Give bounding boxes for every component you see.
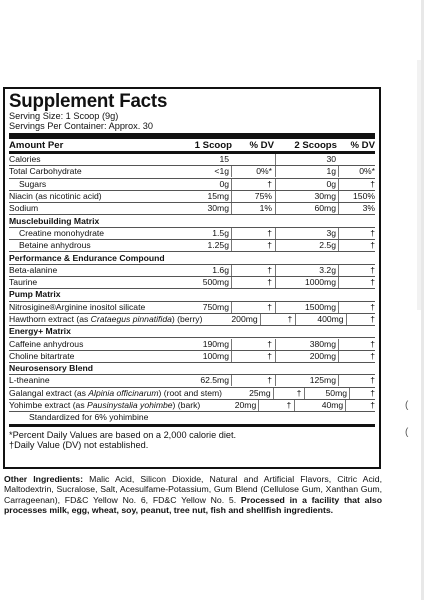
table-row (9, 277, 375, 289)
section-header (9, 326, 375, 338)
page-edge-shadow (417, 60, 421, 310)
table-row (9, 265, 375, 277)
row-value-c4: † (338, 277, 375, 288)
row-name: Total Carbohydrate (9, 166, 82, 177)
row-value-c2: 0%* (231, 166, 275, 177)
row-name: Caffeine anhydrous (9, 338, 84, 349)
section-header (9, 252, 375, 264)
section-title: Neurosensory Blend (9, 363, 94, 374)
row-name: Niacin (as nicotinic acid) (9, 191, 102, 202)
section-header (9, 215, 375, 227)
table-row (9, 375, 375, 387)
row-value-c1: 100mg (202, 350, 229, 361)
row-value-c2: † (273, 388, 305, 399)
row-value-c3: 60mg (275, 203, 338, 214)
row-value-c3: 1g (275, 166, 338, 177)
row-value-c3: 3g (275, 228, 338, 239)
section-header (9, 289, 375, 301)
row-value-c2: † (260, 314, 296, 325)
row-value-c4: † (338, 179, 375, 190)
row-value-c3: 2.5g (275, 240, 338, 251)
row-value-c2: † (231, 265, 275, 276)
header-amount: Amount Per (9, 139, 64, 151)
row-value-c3: 50mg (304, 388, 349, 399)
row-value-c4: † (346, 314, 375, 325)
row-value-c3: 0g (275, 179, 338, 190)
row-value-c3: 30 (275, 154, 338, 165)
row-value-c1: 1.6g (212, 264, 229, 275)
row-value-c1: 190mg (202, 338, 229, 349)
table-row (9, 302, 375, 314)
row-name: Betaine anhydrous (19, 240, 91, 251)
header-dv-2: % DV (350, 139, 375, 151)
row-value-c3: 1000mg (275, 277, 338, 288)
other-ingredients-label: Other Ingredients: (4, 474, 83, 484)
row-value-c4: 150% (338, 191, 375, 202)
row-value-c2: † (231, 375, 275, 386)
row-value-c2: † (231, 228, 275, 239)
row-value-c1: 62.5mg (200, 375, 229, 386)
table-row (9, 166, 375, 178)
servings-per-container: Servings Per Container: Approx. 30 (9, 121, 154, 131)
row-name: L-theanine (9, 375, 50, 386)
row-value-c1: 1.5g (212, 227, 229, 238)
footnote-percent-dv: *Percent Daily Values are based on a 2,000 calorie diet. (9, 429, 237, 440)
header-1-scoop: 1 Scoop (194, 139, 232, 151)
edge-mark-2: ( (405, 427, 409, 438)
row-value-c1: 0g (219, 178, 229, 189)
row-value-c4: † (338, 228, 375, 239)
row-value-c1: 750mg (202, 301, 229, 312)
table-row (9, 191, 375, 203)
row-value-c3: 400mg (295, 314, 345, 325)
row-value-c1: 20mg (234, 400, 257, 411)
footer-divider (9, 424, 375, 427)
row-value-c4: † (338, 240, 375, 251)
row-value-c1: <1g (214, 166, 229, 177)
row-value-c1: 200mg (231, 314, 258, 324)
row-value-c3: 200mg (275, 351, 338, 362)
header-2-scoops: 2 Scoops (294, 139, 337, 151)
row-value-c1: 15mg (207, 191, 229, 202)
serving-size: Serving Size: 1 Scoop (9g) (9, 111, 119, 121)
row-value-c4: † (338, 302, 375, 313)
row-value-c4: † (338, 339, 375, 350)
row-name: Yohimbe extract (as Pausinystalia yohimbe) (bark) (9, 400, 201, 411)
table-row (9, 338, 375, 350)
table-row (9, 154, 375, 166)
row-value-c3: 40mg (294, 400, 345, 411)
row-name: Choline bitartrate (9, 350, 75, 361)
row-value-c2: † (231, 339, 275, 350)
row-value-c2: 75% (231, 191, 275, 202)
table-row (9, 203, 375, 215)
row-name: Sugars (19, 178, 47, 189)
section-title: Energy+ Matrix (9, 326, 71, 337)
table-row (9, 400, 375, 412)
row-value-c4: 0%* (338, 166, 375, 177)
row-name: Taurine (9, 277, 38, 288)
section-header (9, 363, 375, 375)
row-name: Calories (9, 154, 41, 165)
row-value-c4: † (338, 265, 375, 276)
row-value-c4: 3% (338, 203, 375, 214)
row-value-c2: † (231, 302, 275, 313)
row-value-c1: 25mg (249, 387, 271, 398)
edge-mark-1: ( (405, 400, 409, 411)
row-value-c4: † (345, 400, 375, 411)
row-value-c1: 500mg (202, 277, 229, 288)
row-value-c1: 15 (219, 154, 229, 165)
row-name: Hawthorn extract (as Crataegus pinnatifida) (berry) (9, 314, 203, 324)
row-value-c2: † (231, 351, 275, 362)
panel-title: Supplement Facts (9, 90, 168, 112)
row-value-c3: 3.2g (275, 265, 338, 276)
supplement-facts-panel (3, 87, 381, 469)
row-value-c2: † (258, 400, 294, 411)
nutrient-rows (9, 154, 375, 424)
row-value-c2: † (231, 179, 275, 190)
row-note: Standardized for 6% yohimbine (29, 412, 149, 423)
table-row (9, 351, 375, 363)
header-dv-1: % DV (249, 139, 274, 151)
row-value-c3: 380mg (275, 339, 338, 350)
row-name: Beta-alanine (9, 264, 58, 275)
row-value-c4: † (349, 388, 375, 399)
table-header (9, 139, 375, 151)
row-value-c3: 125mg (275, 375, 338, 386)
allergen-statement: Processed in a facility that also processes milk, egg, wheat, soy, peanut, tree nut, fish and shellfish ingredients. (4, 494, 382, 516)
footnote-dv-not-established: †Daily Value (DV) not established. (9, 440, 149, 451)
row-value-c2: † (231, 240, 275, 251)
table-row (9, 314, 375, 326)
table-row (9, 179, 375, 191)
row-value-c4: † (338, 375, 375, 386)
section-title: Musclebuilding Matrix (9, 215, 100, 226)
row-name: Nitrosigine®Arginine inositol silicate (9, 301, 146, 312)
row-value-c4: † (338, 351, 375, 362)
other-ingredients-text: Malic Acid, Silicon Dioxide, Natural and Artificial Flavors, Citric Acid, Maltodextrin, Sucralose, Salt, Acesulfame-Potassium, Gum Blend (Cellulose Gum, Xanthan Gum, Carrageenan), FD&C Yellow No. 6, FD&C Yellow No. 5. (4, 474, 382, 505)
row-value-c1: 1.25g (207, 240, 229, 251)
section-title: Performance & Endurance Compound (9, 252, 165, 263)
row-value-c1: 30mg (207, 203, 229, 214)
row-name: Creatine monohydrate (19, 227, 105, 238)
table-row (9, 240, 375, 252)
row-name: Sodium (9, 203, 39, 214)
table-row-note (9, 412, 375, 423)
row-value-c2: † (231, 277, 275, 288)
table-row (9, 228, 375, 240)
section-title: Pump Matrix (9, 289, 61, 300)
row-value-c3: 1500mg (275, 302, 338, 313)
row-value-c2: 1% (231, 203, 275, 214)
other-ingredients (4, 474, 382, 516)
table-row (9, 388, 375, 400)
row-name: Galangal extract (as Alpinia officinarum) (root and stem) (9, 387, 223, 398)
row-value-c3: 30mg (275, 191, 338, 202)
